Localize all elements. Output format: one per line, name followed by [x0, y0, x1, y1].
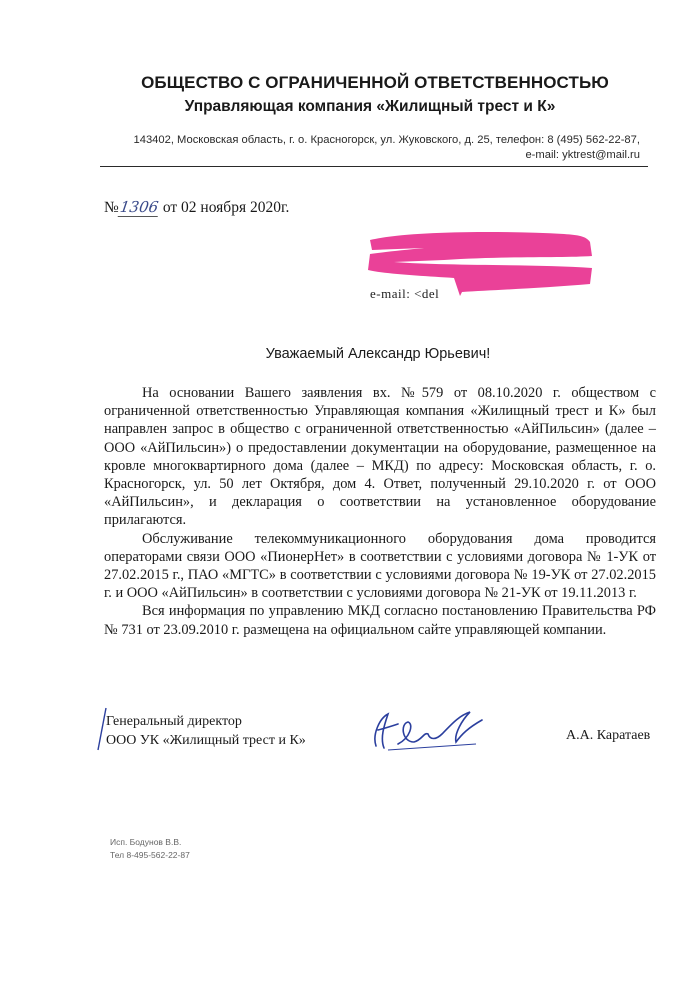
outgoing-number: [104, 198, 289, 217]
position-company: ООО УК «Жилищный трест и К»: [106, 733, 306, 748]
greeting: Уважаемый Александр Юрьевич!: [265, 346, 491, 362]
header-divider: [100, 166, 648, 167]
company-address: [120, 133, 640, 163]
recipient-email: e-mail: <del: [370, 286, 440, 301]
paragraph: Обслуживание телекоммуникационного оборудования дома проводится операторами связи ООО «ПионерНет» в соответствии с условиями договора № 1-УК от 27.02.2015 г., ПАО «МГТС» в соответствии с условиями договора № 19-УК от 27.02.2015 г. и ООО «АйПильсин» в соответствии с условиями договора № 21-УК от 19.11.2013 г.: [104, 530, 656, 602]
paragraph: На основании Вашего заявления вх. №579 от 08.10.2020 г. обществом с ограниченной ответственностью Управляющая компания «Жилищный трест и К» был направлен запрос в общество с ограниченной ответственностью «АйПильсин» (далее – ООО «АйПильсин») о предоставлении документации на оборудование, размещенное на кровле многоквартирного дома (далее – МКД) по адресу: Московская область, г. о. Красногорск, ул. 50 лет Октября, дом 4. Ответ, полученный 29.10.2020 г. от ООО «АйПильсин», и декларация о соответствии на установленное оборудование прилагаются.: [104, 385, 656, 529]
number-sign: №: [104, 199, 119, 216]
position-title: Генеральный директор: [106, 714, 242, 729]
signatory-name: А.А. Каратаев: [566, 728, 651, 743]
paragraph: Вся информация по управлению МКД согласно постановлению Правительства РФ № 731 от 23.09.2010 г. размещена на официальном сайте управляющей компании.: [104, 603, 656, 638]
letter-date: от 02 ноября 2020г.: [162, 199, 290, 216]
handwritten-number: 1306: [118, 198, 160, 216]
handwritten-signature: [358, 704, 488, 754]
company-name: Управляющая компания «Жилищный трест и К»: [184, 98, 556, 115]
signatory-position: [106, 712, 306, 750]
company-email: e-mail: yktrest@mail.ru: [525, 149, 640, 161]
executor-name: Исп. Бодунов В.В.: [110, 837, 182, 847]
letter-body: [104, 384, 656, 639]
executor-phone: Тел 8-495-562-22-87: [110, 850, 190, 860]
address-line: 143402, Московская область, г. о. Красногорск, ул. Жуковского, д. 25, телефон: 8 (495) 562-22-87,: [133, 134, 640, 146]
executor-info: [110, 836, 190, 862]
organization-name: ОБЩЕСТВО С ОГРАНИЧЕННОЙ ОТВЕТСТВЕННОСТЬЮ: [141, 73, 609, 92]
